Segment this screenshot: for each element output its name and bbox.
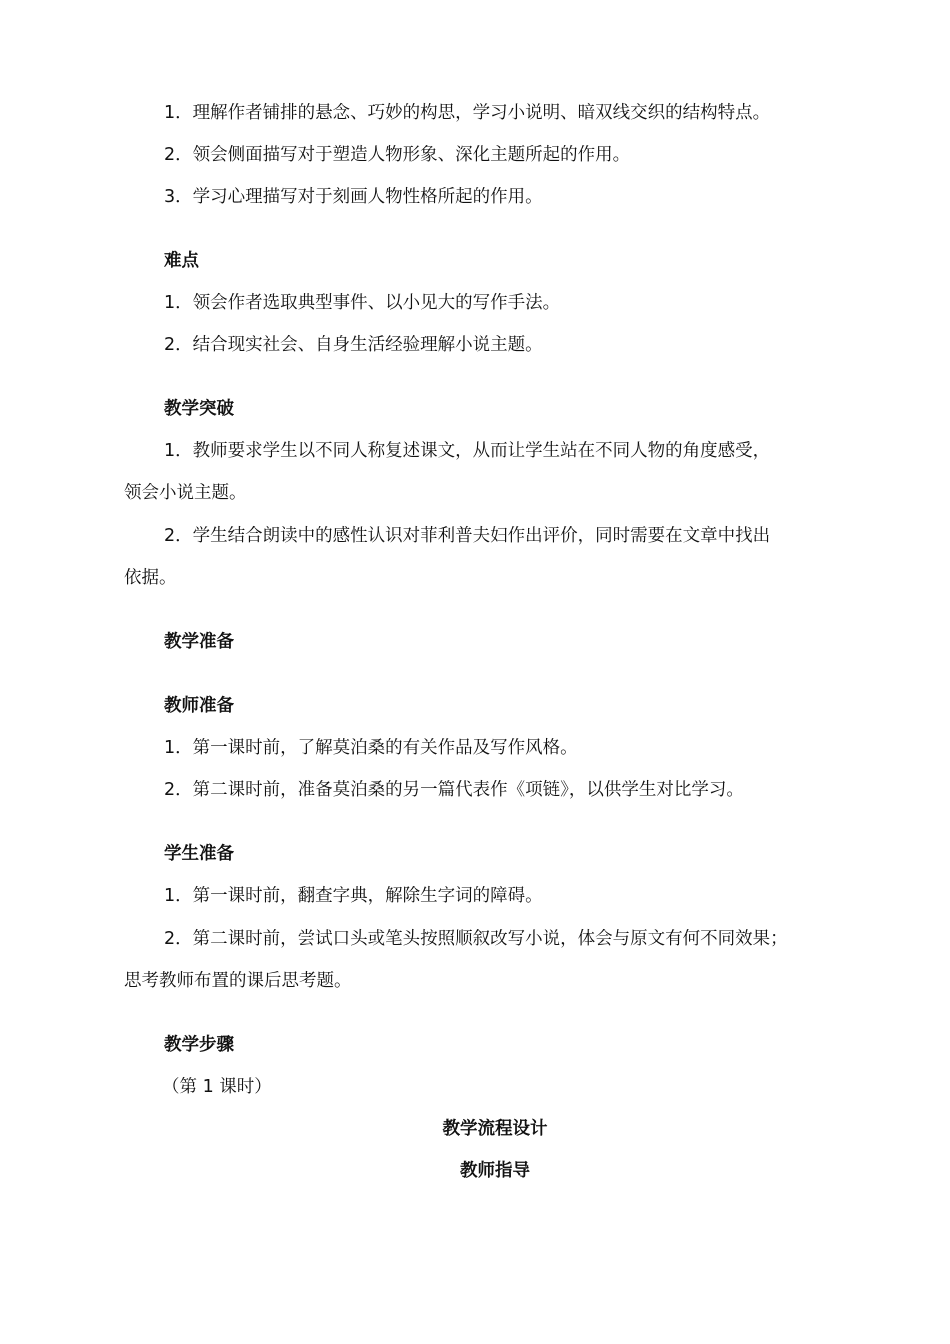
student-prep-item-2-line-1: 2．第二课时前，尝试口头或笔头按照顺叙改写小说，体会与原文有何不同效果； [164, 929, 788, 949]
difficulty-heading: 难点 [164, 251, 199, 271]
key-point-3: 3．学习心理描写对于刻画人物性格所起的作用。 [164, 187, 543, 207]
breakthrough-item-1-line-2: 领会小说主题。 [124, 483, 247, 503]
teacher-prep-heading: 教师准备 [164, 696, 234, 716]
student-prep-item-1: 1．第一课时前，翻查字典，解除生字词的障碍。 [164, 886, 543, 906]
teacher-prep-item-1: 1．第一课时前，了解莫泊桑的有关作品及写作风格。 [164, 738, 578, 758]
key-point-2: 2．领会侧面描写对于塑造人物形象、深化主题所起的作用。 [164, 145, 631, 165]
student-prep-heading: 学生准备 [164, 844, 234, 864]
difficulty-item-1: 1．领会作者选取典型事件、以小见大的写作手法。 [164, 293, 561, 313]
student-prep-item-2-line-2: 思考教师布置的课后思考题。 [124, 971, 352, 991]
session-label: （第 1 课时） [162, 1077, 272, 1097]
teacher-guidance-title: 教师指导 [460, 1161, 530, 1181]
teacher-prep-item-2: 2．第二课时前，准备莫泊桑的另一篇代表作《项链》，以供学生对比学习。 [164, 780, 744, 800]
steps-heading: 教学步骤 [164, 1035, 234, 1055]
difficulty-item-2: 2．结合现实社会、自身生活经验理解小说主题。 [164, 335, 543, 355]
breakthrough-item-2-line-2: 依据。 [124, 568, 177, 588]
preparation-heading: 教学准备 [164, 632, 234, 652]
breakthrough-heading: 教学突破 [164, 399, 234, 419]
key-point-1: 1．理解作者铺排的悬念、巧妙的构思，学习小说明、暗双线交织的结构特点。 [164, 103, 771, 123]
breakthrough-item-1-line-1: 1．教师要求学生以不同人称复述课文，从而让学生站在不同人物的角度感受， [164, 441, 771, 461]
flow-title: 教学流程设计 [442, 1119, 548, 1139]
breakthrough-item-2-line-1: 2．学生结合朗读中的感性认识对菲利普夫妇作出评价，同时需要在文章中找出 [164, 526, 771, 546]
